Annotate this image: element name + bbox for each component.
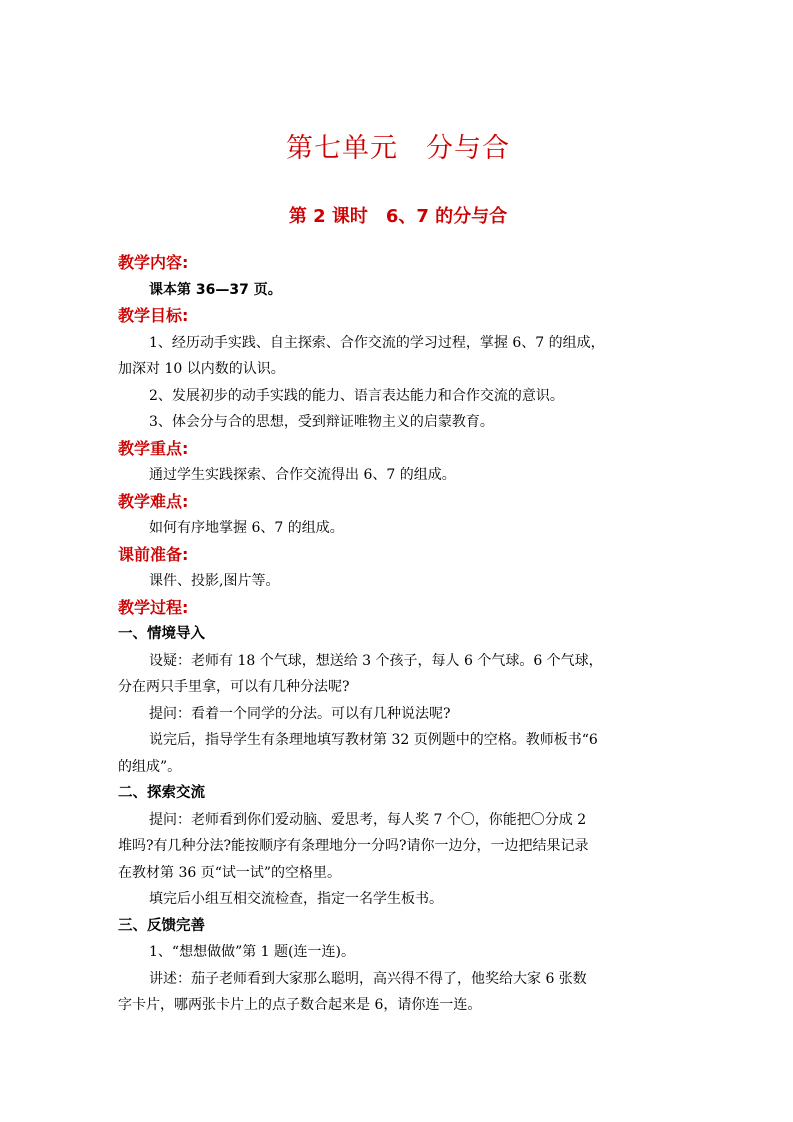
part-3-para-1: 1、“想想做做”第 1 题(连一连)。 xyxy=(149,944,355,960)
document-body xyxy=(118,250,678,1019)
part-3-para-2-line-2: 字卡片，哪两张卡片上的点子数合起来是 6，请你连一连。 xyxy=(118,997,482,1013)
goal-1-line-2: 加深对 10 以内数的认识。 xyxy=(118,361,285,377)
part-3-heading: 三、反馈完善 xyxy=(118,917,205,934)
goals-heading: 教学目标: xyxy=(118,306,189,325)
content-heading: 教学内容: xyxy=(118,253,189,272)
part-3-para-2-line-1: 讲述：茄子老师看到大家那么聪明，高兴得不得了，他奖给大家 6 张数 xyxy=(149,970,587,987)
content-text: 课本第 36—37 页。 xyxy=(149,281,282,298)
key-points-heading: 教学重点: xyxy=(118,438,189,458)
lesson-subtitle: 第 2 课时 6、7 的分与合 xyxy=(288,206,508,227)
part-2-para-1-line-2: 堆吗?有几种分法?能按顺序有条理地分一分吗?请你一边分，一边把结果记录 xyxy=(118,838,589,854)
unit-title: 第七单元 分与合 xyxy=(286,133,510,164)
goal-3: 3、体会分与合的思想，受到辩证唯物主义的启蒙教育。 xyxy=(149,414,494,430)
goal-1-line-1: 1、经历动手实践、自主探索、合作交流的学习过程，掌握 6、7 的组成， xyxy=(149,334,605,351)
part-1-heading: 一、情境导入 xyxy=(118,626,205,642)
part-2-para-1-line-3: 在教材第 36 页“试一试”的空格里。 xyxy=(118,864,342,881)
difficulty-text: 如何有序地掌握 6、7 的组成。 xyxy=(149,520,344,536)
part-1-para-1-line-1: 设疑：老师有 18 个气球，想送给 3 个孩子，每人 6 个气球。6 个气球， xyxy=(149,652,603,669)
preparation-text: 课件、投影,图片等。 xyxy=(149,573,280,589)
key-points-text: 通过学生实践探索、合作交流得出 6、7 的组成。 xyxy=(149,467,456,483)
part-2-para-2: 填完后小组互相交流检查，指定一名学生板书。 xyxy=(149,891,443,907)
preparation-heading: 课前准备: xyxy=(118,544,189,564)
part-2-para-1-line-1: 提问：老师看到你们爱动脑、爱思考，每人奖 7 个〇，你能把〇分成 2 xyxy=(149,811,587,828)
part-2-heading: 二、探索交流 xyxy=(118,785,205,801)
part-1-para-2: 提问：看着一个同学的分法。可以有几种说法呢? xyxy=(149,705,451,722)
part-1-para-3-line-1: 说完后，指导学生有条理地填写教材第 32 页例题中的空格。教师板书“6 xyxy=(149,732,598,748)
difficulty-heading: 教学难点: xyxy=(118,491,189,511)
part-1-para-3-line-2: 的组成”。 xyxy=(118,758,182,775)
goal-2: 2、发展初步的动手实践的能力、语言表达能力和合作交流的意识。 xyxy=(149,387,564,404)
process-heading: 教学过程: xyxy=(118,597,189,617)
part-1-para-1-line-2: 分在两只手里拿，可以有几种分法呢? xyxy=(118,679,350,695)
